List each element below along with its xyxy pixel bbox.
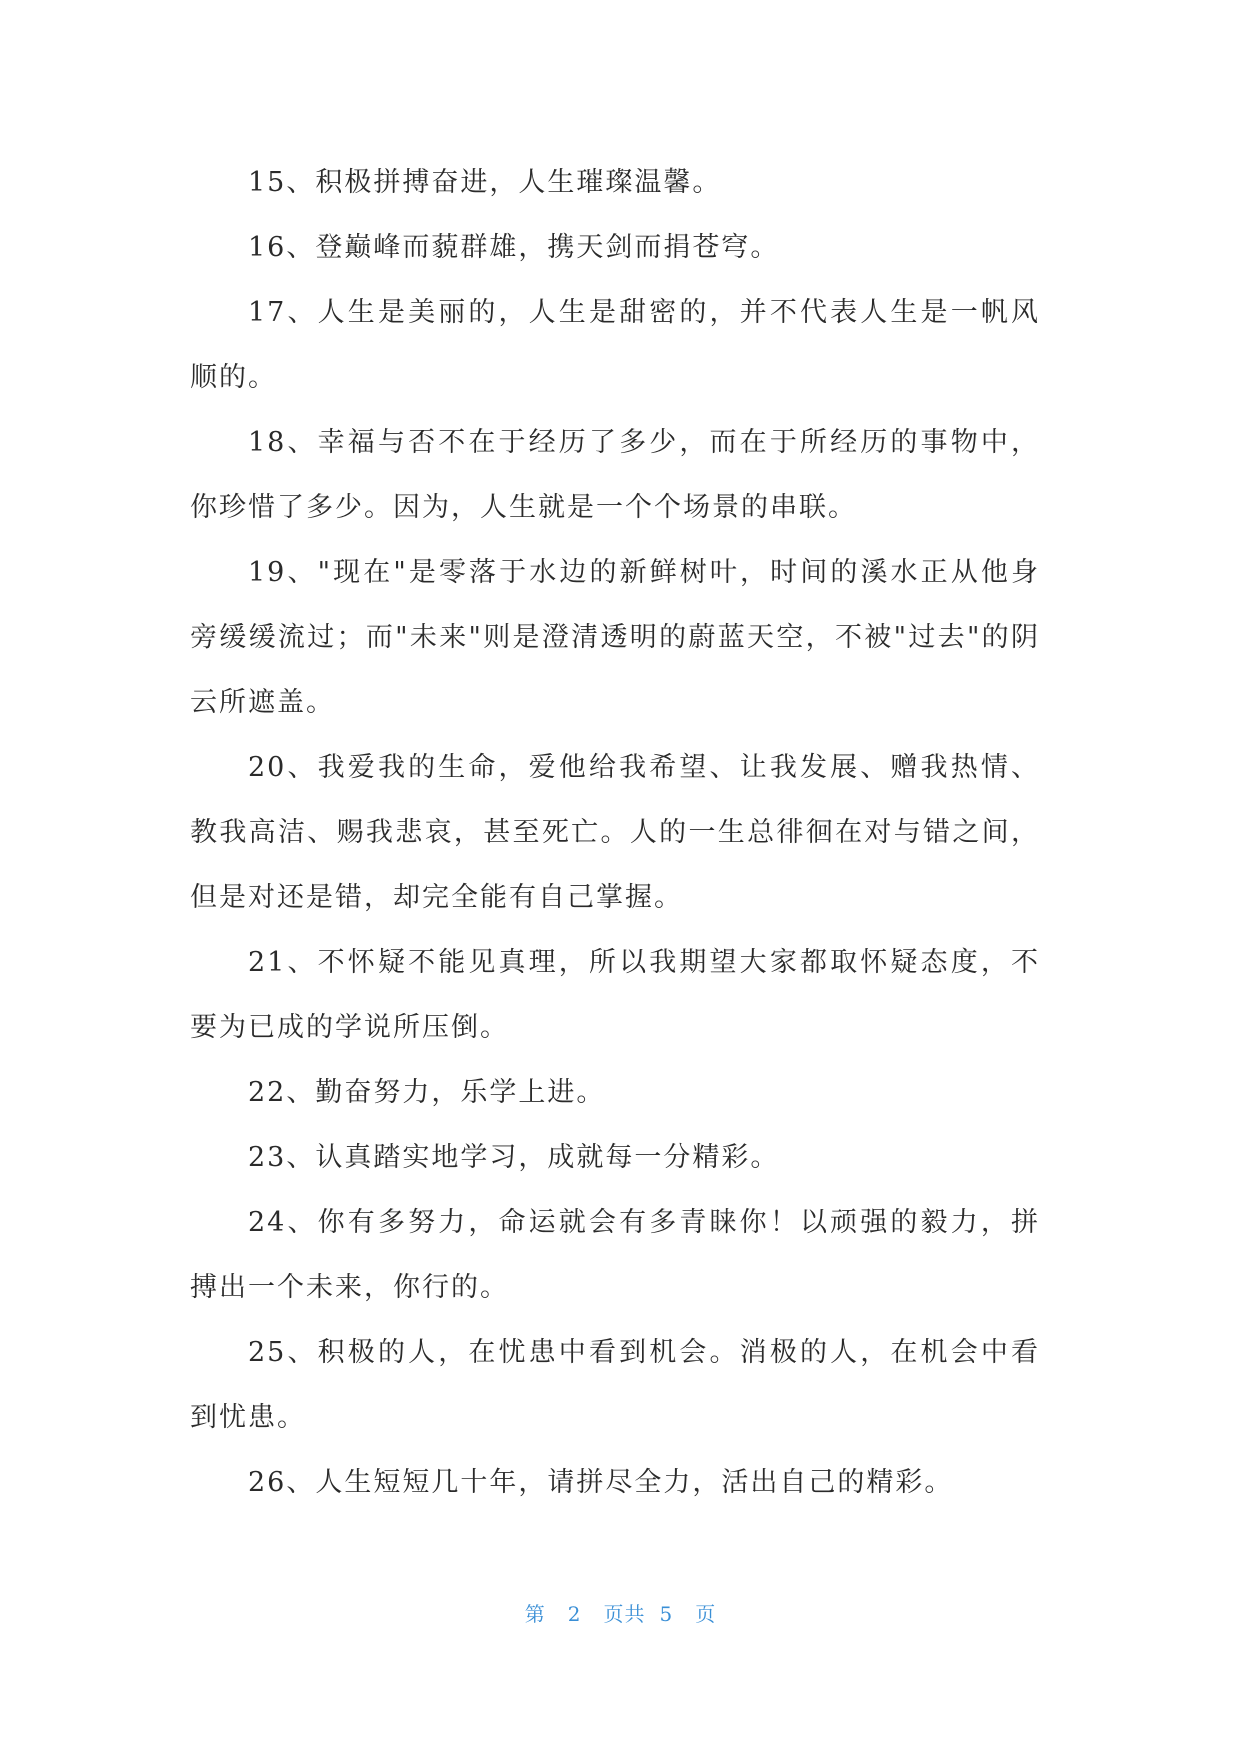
quote-paragraph-17: 17、人生是美丽的，人生是甜密的，并不代表人生是一帆风顺的。 [190,297,1040,393]
quote-paragraph-19: 19、"现在"是零落于水边的新鲜树叶，时间的溪水正从他身旁缓缓流过；而"未来"则是澄清透明的蔚蓝天空，不被"过去"的阴云所遮盖。 [190,557,1040,718]
footer-suffix: 页 [695,1602,717,1626]
footer-middle: 页共 [603,1602,646,1626]
quote-paragraph-23: 23、认真踏实地学习，成就每一分精彩。 [248,1142,780,1173]
document-body [190,150,1040,1515]
quote-paragraph-25: 25、积极的人，在忧患中看到机会。消极的人，在机会中看到忧患。 [190,1337,1040,1433]
footer-current-page: 2 [567,1602,582,1626]
quote-paragraph-20: 20、我爱我的生命，爱他给我希望、让我发展、赠我热情、教我高洁、赐我悲哀，甚至死亡。人的一生总徘徊在对与错之间，但是对还是错，却完全能有自己掌握。 [190,752,1040,913]
page-number-footer [0,1598,1241,1627]
quote-paragraph-24: 24、你有多努力，命运就会有多青睐你！以顽强的毅力，拼搏出一个未来，你行的。 [190,1207,1040,1303]
quote-paragraph-16: 16、登巅峰而藐群雄，携天剑而捐苍穹。 [248,232,780,263]
quote-paragraph-22: 22、勤奋努力，乐学上进。 [248,1077,606,1108]
quote-paragraph-18: 18、幸福与否不在于经历了多少，而在于所经历的事物中，你珍惜了多少。因为，人生就是一个个场景的串联。 [190,427,1040,523]
quote-paragraph-26: 26、人生短短几十年，请拼尽全力，活出自己的精彩。 [248,1467,954,1498]
quote-paragraph-21: 21、不怀疑不能见真理，所以我期望大家都取怀疑态度，不要为已成的学说所压倒。 [190,947,1040,1043]
quote-paragraph-15: 15、积极拼搏奋进，人生璀璨温馨。 [248,167,722,198]
footer-total-pages: 5 [659,1602,674,1626]
footer-prefix: 第 [524,1602,546,1626]
